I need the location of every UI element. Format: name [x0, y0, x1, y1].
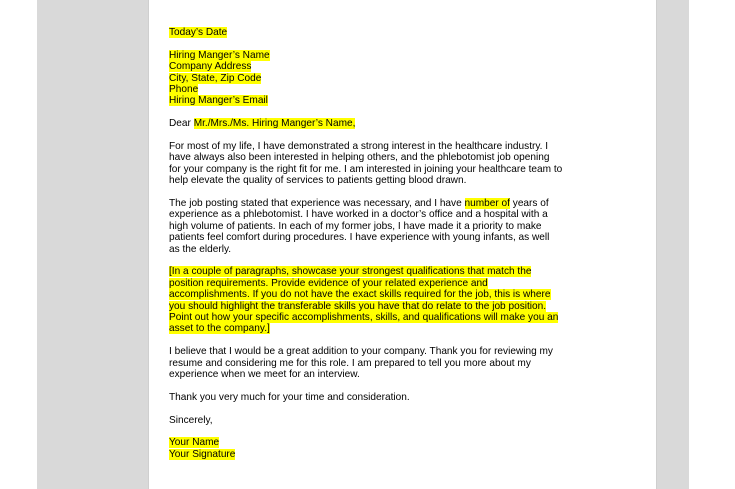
recipient-address-block: [169, 50, 589, 107]
date-placeholder: Today’s Date: [169, 27, 228, 38]
thank-you-text: Thank you very much for your time and consideration.: [169, 391, 410, 403]
highlighted-text: accomplishments. If you do not have the exact skills required for the job, this is where: [169, 289, 551, 301]
address-line: [169, 84, 589, 95]
hiring-manager-name-placeholder: Hiring Manger’s Name: [169, 49, 270, 61]
paragraph-line: [169, 312, 589, 323]
address-line: [169, 95, 589, 106]
signature-block: [169, 437, 589, 460]
paragraph-line: [169, 278, 589, 289]
highlighted-text: position requirements. Provide evidence of your related experience and: [169, 277, 488, 289]
city-state-zip-placeholder: City, State, Zip Code: [169, 72, 262, 84]
paragraph-line: I believe that I would be a great addition to your company. Thank you for reviewing my: [169, 346, 553, 358]
thank-you-line: [169, 392, 589, 403]
your-name-placeholder: Your Name: [169, 437, 220, 449]
paragraph-line: patients feel comfort during procedures. I have experience with young infants, as well: [169, 232, 550, 244]
highlighted-text: asset to the company.]: [169, 323, 270, 335]
paragraph-interest: [169, 141, 589, 187]
company-address-placeholder: Company Address: [169, 61, 252, 73]
paragraph-closing-statement: [169, 346, 589, 380]
highlighted-text: [In a couple of paragraphs, showcase your strongest qualifications that match the: [169, 266, 532, 278]
closing-line: [169, 415, 589, 426]
signature-line: [169, 437, 589, 448]
salutation: [169, 118, 589, 129]
salutation-prefix: Dear: [169, 118, 194, 130]
paragraph-line: help elevate the quality of services to patients getting blood drawn.: [169, 175, 467, 187]
paragraph-line: high volume of patients. In each of my former jobs, I have made it a priority to make: [169, 220, 542, 232]
years-placeholder: number of: [464, 198, 510, 210]
hiring-manager-email-placeholder: Hiring Manger’s Email: [169, 95, 268, 107]
closing-text: Sincerely,: [169, 414, 213, 426]
paragraph-line: resume and considering me for this role. I am prepared to tell you more about my: [169, 357, 531, 369]
highlighted-text: Point out how your specific accomplishments, skills, and qualifications will make you an: [169, 312, 559, 324]
paragraph-experience: [169, 198, 589, 255]
paragraph-qualifications-placeholder: [169, 266, 589, 334]
signature-line: [169, 449, 589, 460]
text-segment: years of: [509, 198, 549, 210]
paragraph-line: as the elderly.: [169, 243, 232, 255]
cover-letter-body: [169, 27, 589, 472]
paragraph-line: For most of my life, I have demonstrated a strong interest in the healthcare industry. I: [169, 141, 549, 153]
paragraph-line: [169, 289, 589, 300]
salutation-name-placeholder: Mr./Mrs./Ms. Hiring Manger’s Name,: [193, 118, 356, 130]
address-line: [169, 50, 589, 61]
paragraph-line: have always also been interested in helping others, and the phlebotomist job opening: [169, 152, 550, 164]
phone-placeholder: Phone: [169, 84, 199, 96]
paragraph-line: [169, 198, 589, 209]
paragraph-line: experience as a phlebotomist. I have worked in a doctor’s office and a hospital with a: [169, 209, 548, 221]
paragraph-line: [169, 266, 589, 277]
address-line: [169, 73, 589, 84]
paragraph-line: for your company is the right fit for me. I am interested in joining your healthcare team to: [169, 163, 563, 175]
paragraph-line: experience when we meet for an interview.: [169, 369, 360, 381]
address-line: [169, 61, 589, 72]
highlighted-text: you should highlight the transferable skills you have that do relate to the job position.: [169, 300, 547, 312]
text-segment: The job posting stated that experience was necessary, and I have: [169, 198, 465, 210]
paragraph-line: [169, 301, 589, 312]
date-line: [169, 27, 589, 38]
paragraph-line: [169, 323, 589, 334]
your-signature-placeholder: Your Signature: [169, 448, 236, 460]
